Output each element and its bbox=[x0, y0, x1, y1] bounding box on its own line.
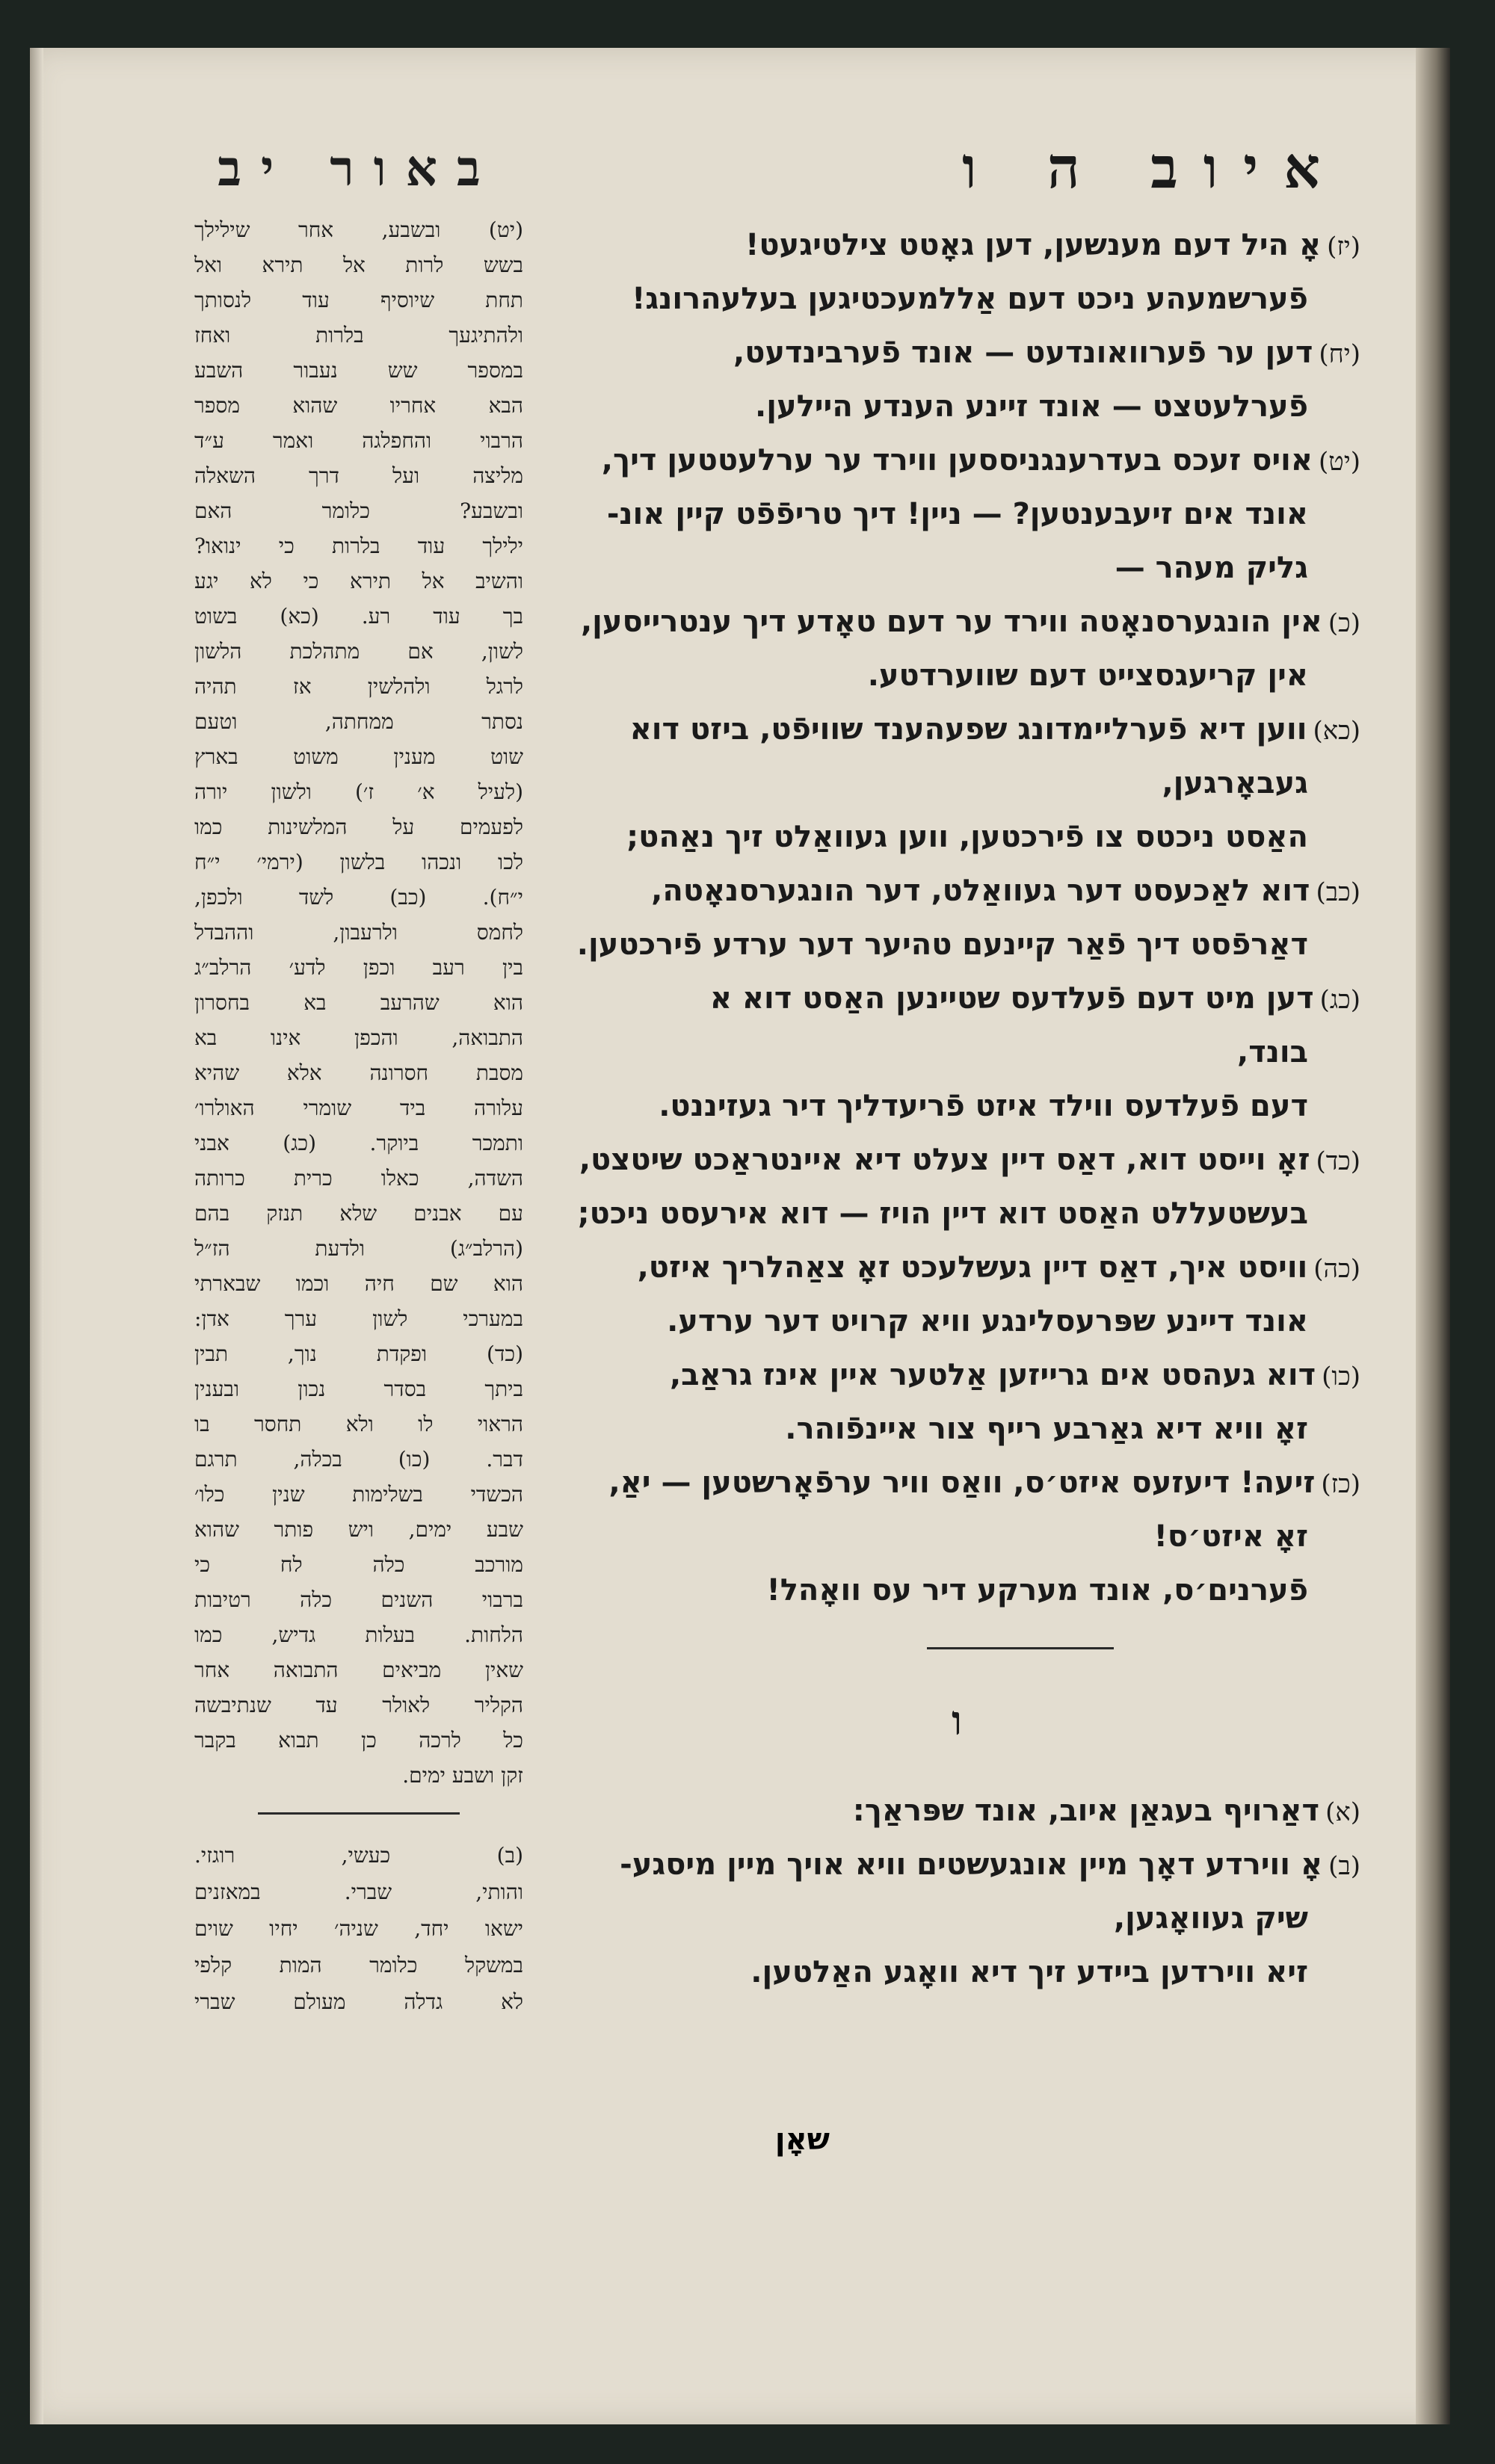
verse bbox=[553, 1348, 1360, 1456]
commentary-line: והותי, שברי. במאזנים bbox=[194, 1880, 523, 1904]
commentary-line: לכו ונכהו בלשון (ירמי׳ י״ח bbox=[194, 850, 523, 874]
verse-line bbox=[553, 1945, 1360, 1999]
commentary-line: עם אבנים שלא תנזק בהם bbox=[194, 1201, 523, 1226]
commentary-line: במספר שש נעבור השבע bbox=[194, 358, 523, 383]
verse-line bbox=[553, 918, 1360, 972]
commentary-line: נסתר ממחתה, וטעם bbox=[194, 709, 523, 734]
verse-text: שיק געוואָגען, bbox=[1113, 1901, 1308, 1936]
commentary-line: (לעיל א׳ ז׳) ולשון יורה bbox=[194, 779, 523, 804]
catchword: שאָן bbox=[774, 2122, 830, 2157]
commentary-line: מסבת חסרונה אלא שהיא bbox=[194, 1060, 523, 1085]
commentary-line: לפעמים על המלשינות כמו bbox=[194, 815, 523, 839]
verse-line bbox=[553, 541, 1360, 595]
commentary-line: (ב) כעשי, רוגזי. bbox=[194, 1843, 523, 1868]
commentary-line: (יט) ובשבע, אחר שילילך bbox=[194, 217, 523, 242]
verse-line bbox=[553, 1241, 1360, 1294]
commentary-line: מורכב כלה לח כי bbox=[194, 1552, 523, 1577]
verse-line bbox=[553, 1456, 1360, 1510]
commentary-line: הבא אחריו שהוא מספר bbox=[194, 393, 523, 418]
verse bbox=[553, 326, 1360, 433]
commentary-line: מליצה ועל דרך השאלה bbox=[194, 463, 523, 488]
commentary-line: ביתך בסדר נכון ובענין bbox=[194, 1377, 523, 1401]
commentary-line: הכשדי בשלימות שנין כלו׳ bbox=[194, 1482, 523, 1507]
commentary-block-1 bbox=[194, 212, 523, 1793]
verse-line bbox=[553, 1784, 1360, 1838]
verse-text: זיעה! דיעזעס איזט׳ס, וואַס וויר ערפֿאָרשטען — יאַ, bbox=[608, 1466, 1316, 1500]
verse-line bbox=[553, 810, 1360, 864]
commentary-line: ברבוי השנים כלה רטיבות bbox=[194, 1587, 523, 1612]
verse-number: (יט) bbox=[1319, 447, 1360, 477]
commentary-line: השדה, כאלו כרית כרותה bbox=[194, 1166, 523, 1191]
commentary-block-2 bbox=[194, 1837, 523, 2020]
verse-text: ווען דיא פֿערליימדונג שפעהענד שוויפֿט, ביזט דוא bbox=[629, 712, 1307, 747]
verse-line bbox=[553, 487, 1360, 541]
verse-text: דאַרפֿסט דיך פֿאַר קיינעם טהיער דער ערדע פֿירכטען. bbox=[576, 927, 1308, 962]
commentary-line: עלורה ביד שומרי האולרו׳ bbox=[194, 1096, 523, 1120]
commentary-line: התבואה, והכפן אינו בא bbox=[194, 1025, 523, 1050]
verse-line bbox=[553, 703, 1360, 756]
verse-text: פֿערלעטצט — אונד זיינע הענדע היילען. bbox=[755, 389, 1308, 424]
verse-text: אָ היל דעם מענשען, דען גאָטט צילטיגעט! bbox=[745, 228, 1322, 262]
verse-line bbox=[553, 1563, 1360, 1617]
commentary-line: במשקל כלומר המות קלפי bbox=[194, 1953, 523, 1977]
verse-line bbox=[553, 756, 1360, 810]
verse bbox=[553, 1838, 1360, 1999]
verse-line bbox=[553, 1510, 1360, 1563]
verse-line bbox=[553, 1838, 1360, 1892]
page-title: איוב ה ו bbox=[962, 135, 1346, 201]
verse-line bbox=[553, 326, 1360, 380]
commentary-title: באור יב bbox=[218, 139, 500, 197]
verse bbox=[553, 433, 1360, 595]
commentary-line: בך עוד רע. (כא) בשוט bbox=[194, 604, 523, 629]
commentary-line: לא גדלה מעולם שברי bbox=[194, 1989, 523, 2014]
commentary-line: ובשבע? כלומר האם bbox=[194, 498, 523, 523]
verse-number: (כה) bbox=[1313, 1254, 1360, 1284]
verse-list bbox=[553, 218, 1360, 1617]
commentary-line: הרבוי והחפלגה ואמר ע״ד bbox=[194, 428, 523, 453]
section-divider bbox=[927, 1647, 1114, 1649]
verse-text: אונד אים זיעבענטען? — ניין! דיך טריפֿפֿט קיין אונ- bbox=[606, 497, 1308, 531]
verse-line bbox=[553, 1079, 1360, 1133]
verse-number: (כד) bbox=[1316, 1146, 1360, 1176]
verse-number: (כו) bbox=[1322, 1362, 1360, 1392]
verse-text: אויס זעכס בעדרענגניססען ווירד ער ערלעטטען דיך, bbox=[601, 443, 1313, 478]
chapter-number: ו bbox=[952, 1696, 962, 1744]
commentary-column bbox=[194, 127, 523, 2339]
verse bbox=[553, 595, 1360, 703]
verse-number: (יח) bbox=[1319, 339, 1360, 369]
verse-line bbox=[553, 218, 1360, 272]
verse-text: זאָ וויא דיא גאַרבע רייף צור איינפֿוהר. bbox=[785, 1412, 1308, 1446]
commentary-line: הוא שם חיה וכמו שבארתי bbox=[194, 1271, 523, 1296]
commentary-line: (הרלב״ג) ולדעת הז״ל bbox=[194, 1236, 523, 1261]
verse-line bbox=[553, 1348, 1360, 1402]
verse-text: דען ער פֿערוואונדעט — אונד פֿערבינדעט, bbox=[733, 336, 1313, 370]
verse bbox=[553, 1784, 1360, 1838]
verse-text: דען מיט דעם פֿעלדעס שטיינען האַסט דוא א bbox=[709, 981, 1314, 1016]
binding-gutter bbox=[1416, 48, 1450, 2424]
commentary-line: בין רעב וכפן לדע׳ הרלב״ג bbox=[194, 955, 523, 980]
commentary-line: תחת שיוסיף עוד לנסותך bbox=[194, 288, 523, 312]
commentary-line: הוא שהרעב בא בחסרון bbox=[194, 990, 523, 1015]
commentary-line: שאין מביאים התבואה אחר bbox=[194, 1658, 523, 1682]
verse-line bbox=[553, 972, 1360, 1025]
verse-text: אָ ווירדע דאָך מיין אונגעשטים וויא אויך מיין מיסגע- bbox=[620, 1847, 1323, 1882]
verse-text: דוא לאַכעסט דער געוואַלט, דער הונגערסנאָטה, bbox=[651, 874, 1310, 908]
commentary-line: שבע ימים, ויש פותר שהוא bbox=[194, 1517, 523, 1542]
verse-line bbox=[553, 380, 1360, 433]
commentary-line: (כד) ופקדת נוך, תבין bbox=[194, 1341, 523, 1366]
verse-number: (כב) bbox=[1316, 877, 1360, 907]
verse-number: (כא) bbox=[1313, 716, 1360, 746]
verse-line bbox=[553, 1187, 1360, 1241]
chapter-6-verse-list bbox=[553, 1784, 1360, 1999]
commentary-line: כל לרכה כן תבוא בקבר bbox=[194, 1728, 523, 1753]
verse-number: (ב) bbox=[1328, 1851, 1360, 1881]
verse-text: גליק מעהר — bbox=[1115, 551, 1308, 585]
verse-line bbox=[553, 1892, 1360, 1945]
verse-text: וויסט איך, דאַס דיין געשלעכט זאָ צאַהלריך איזט, bbox=[637, 1250, 1308, 1285]
verse-number: (א) bbox=[1325, 1797, 1360, 1827]
commentary-line: שוט מענין משוט בארץ bbox=[194, 744, 523, 769]
verse-text: זיא ווירדען ביידע זיך דיא וואָגע האַלטען. bbox=[750, 1955, 1308, 1989]
verse bbox=[553, 703, 1360, 864]
page-left-edge bbox=[30, 48, 43, 2424]
verse-text: דעם פֿעלדעס ווילד איזט פֿריעדליך דיר געזיננט. bbox=[659, 1089, 1308, 1123]
verse-line bbox=[553, 595, 1360, 649]
verse-text: זאָ איזט׳ס! bbox=[1153, 1519, 1308, 1554]
main-text-column bbox=[553, 127, 1360, 2354]
verse-text: בונד, bbox=[1237, 1035, 1308, 1069]
verse-text: אין הונגערסנאָטה ווירד ער דעם טאָדע דיך ענטרייסען, bbox=[580, 605, 1322, 639]
verse-text: דאַרויף בעגאַן איוב, אונד שפּראַך: bbox=[852, 1794, 1320, 1828]
commentary-line: דבר. (כו) בכלה, תרגם bbox=[194, 1447, 523, 1472]
verse-line bbox=[553, 1294, 1360, 1348]
commentary-line: י״ח). (כב) לשד ולכפן, bbox=[194, 885, 523, 910]
commentary-divider bbox=[258, 1812, 460, 1815]
verse-line bbox=[553, 1402, 1360, 1456]
verse-line bbox=[553, 433, 1360, 487]
verse-text: דוא געהסט אים גרייזען אַלטער איין אינז גראַב, bbox=[669, 1358, 1316, 1392]
verse-line bbox=[553, 1133, 1360, 1187]
verse bbox=[553, 218, 1360, 326]
commentary-line: זקן ושבע ימים. bbox=[402, 1763, 523, 1788]
verse-line bbox=[553, 1025, 1360, 1079]
commentary-line: הראוי לו ולא תחסר בו bbox=[194, 1412, 523, 1436]
verse bbox=[553, 864, 1360, 972]
verse-text: פֿערשמעהע ניכט דעם אַללמעכטיגען בעלעהרונג! bbox=[632, 282, 1308, 316]
commentary-line: ותמכר ביוקר. (כג) אבני bbox=[194, 1131, 523, 1155]
commentary-line: ישאו יחד, שניה׳ יחיו שוים bbox=[194, 1916, 523, 1941]
verse-line bbox=[553, 864, 1360, 918]
commentary-line: הקליר לאולר עד שנתיבשה bbox=[194, 1693, 523, 1717]
commentary-line: לחמס ולרעבון, וההבדל bbox=[194, 920, 523, 945]
verse bbox=[553, 972, 1360, 1133]
commentary-line: ילילך עוד בלרות כי ינואו? bbox=[194, 534, 523, 558]
verse-number: (כג) bbox=[1319, 985, 1360, 1015]
verse-text: האַסט ניכטס צו פֿירכטען, ווען געוואַלט זיך נאַהט; bbox=[626, 820, 1308, 854]
verse-number: (יז) bbox=[1327, 232, 1360, 262]
commentary-line: ולהתיגעך בלרות ואחז bbox=[194, 323, 523, 348]
commentary-line: לשון, אם מתהלכת הלשון bbox=[194, 639, 523, 664]
verse-text: זאָ וייסט דוא, דאַס דיין צעלט דיא איינטראַכט שיטצט, bbox=[579, 1143, 1310, 1177]
commentary-line: והשיב אל תירא כי לא יגע bbox=[194, 569, 523, 593]
verse bbox=[553, 1456, 1360, 1617]
verse-text: בעשטעללט האַסט דוא דיין הויז — דוא אירעסט ניכט; bbox=[577, 1197, 1308, 1231]
verse-text: אין קריעגסצייט דעם שווערדטע. bbox=[867, 658, 1308, 693]
verse bbox=[553, 1133, 1360, 1241]
verse bbox=[553, 1241, 1360, 1348]
commentary-line: הלחות. בעלות גדיש, כמו bbox=[194, 1622, 523, 1647]
verse-text: פֿערנים׳ס, אונד מערקע דיר עס וואָהל! bbox=[766, 1573, 1308, 1608]
verse-number: (כ) bbox=[1328, 608, 1360, 638]
verse-line bbox=[553, 272, 1360, 326]
commentary-line: לרגל ולהלשין אז תהיה bbox=[194, 674, 523, 699]
verse-line bbox=[553, 649, 1360, 703]
verse-number: (כז) bbox=[1321, 1469, 1360, 1499]
commentary-line: בשש לרות אל תירא ואל bbox=[194, 253, 523, 277]
commentary-line: במערכי לשון ערך אדן: bbox=[194, 1306, 523, 1331]
verse-text: געבאָרגען, bbox=[1162, 766, 1308, 800]
verse-text: אונד דיינע שפּרעסלינגע וויא קרויט דער ערדע. bbox=[667, 1304, 1308, 1338]
